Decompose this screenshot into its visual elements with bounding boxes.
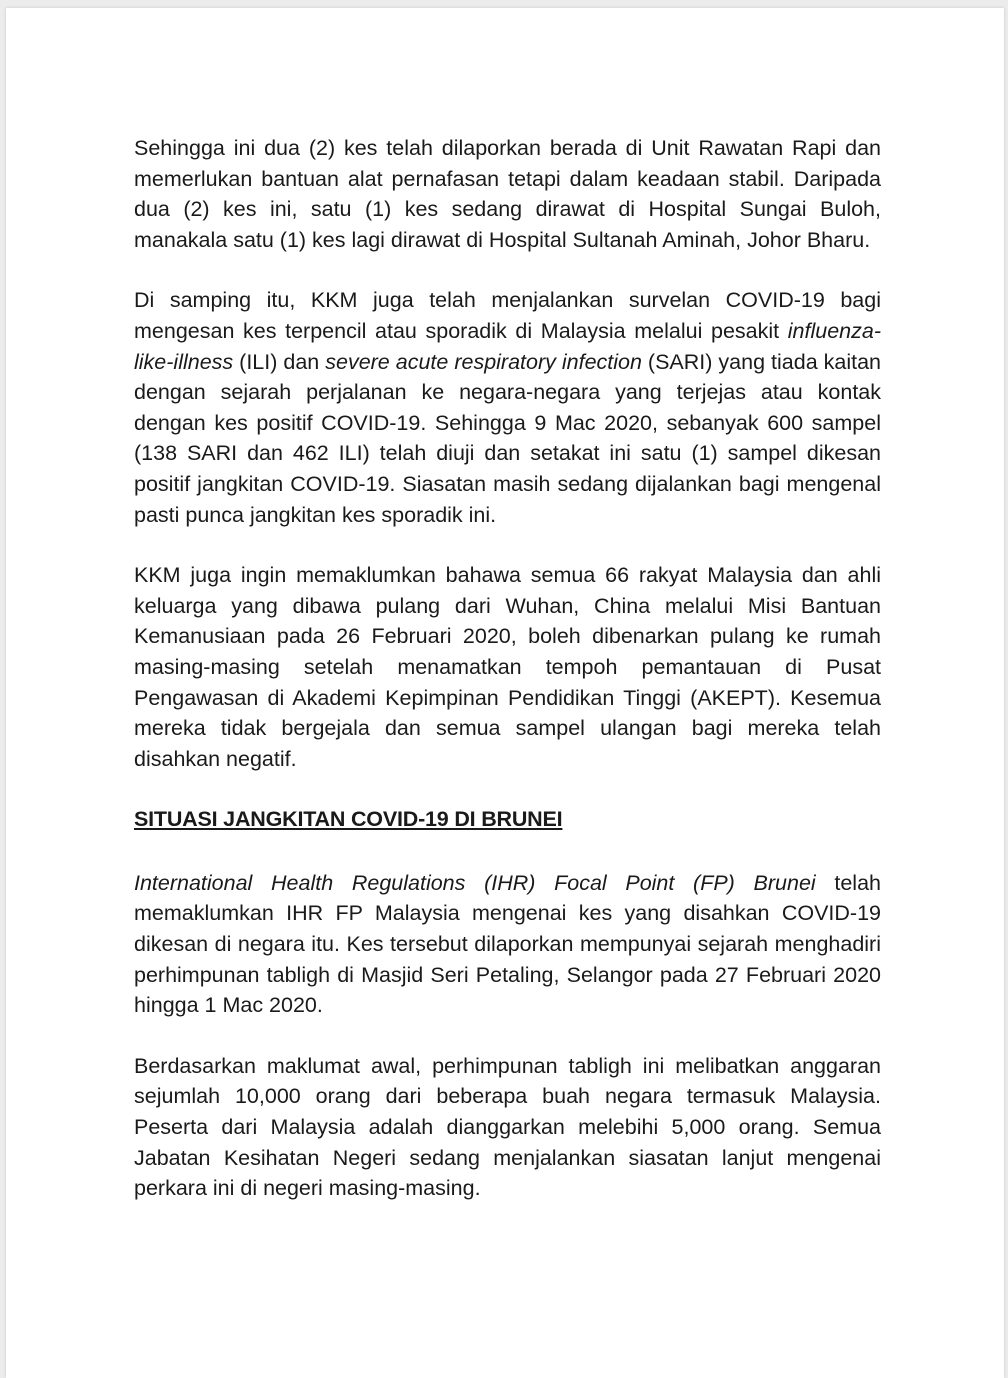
brunei-ihr-focal-point: International Health Regulations (IHR) Focal Point (FP) Brunei (134, 870, 816, 895)
paragraph-brunei-case (134, 868, 881, 1021)
surveillance-text-3: (SARI) yang tiada kaitan dengan sejarah perjalanan ke negara-negara yang terjejas atau kontak dengan kes positif COVID-19. Sehingga 9 Mac 2020, sebanyak 600 sampel (138 SARI dan 462 ILI) telah diuji dan setakat ini satu (1) sampel dikesan positif jangkitan COVID-19. Siasatan masih sedang dijalankan bagi mengenal pasti punca jangkitan kes sporadik ini. (134, 349, 882, 527)
document-body (134, 133, 881, 1234)
paragraph-surveillance (134, 285, 881, 530)
surveillance-text-2: (ILI) dan (233, 349, 326, 374)
paragraph-icu-cases: Sehingga ini dua (2) kes telah dilaporkan berada di Unit Rawatan Rapi dan memerlukan bantuan alat pernafasan tetapi dalam keadaan stabil. Daripada dua (2) kes ini, satu (1) kes sedang dirawat di Hospital Sungai Buloh, manakala satu (1) kes lagi dirawat di Hospital Sultanah Aminah, Johor Bharu. (134, 136, 881, 252)
surveillance-text-1: Di samping itu, KKM juga telah menjalankan survelan COVID-19 bagi mengesan kes terpencil atau sporadik di Malaysia melalui pesakit (134, 288, 881, 343)
paragraph-wuhan-evacuees: KKM juga ingin memaklumkan bahawa semua 66 rakyat Malaysia dan ahli keluarga yang dibawa pulang dari Wuhan, China melalui Misi Bantuan Kemanusiaan pada 26 Februari 2020, boleh dibenarkan pulang ke rumah masing-masing setelah menamatkan tempoh pemantauan di Pusat Pengawasan di Akademi Kepimpinan Pendidikan Tinggi (AKEPT). Kesemua mereka tidak bergejala dan semua sampel ulangan bagi mereka telah disahkan negatif. (134, 563, 881, 771)
paragraph-tabligh-gathering: Berdasarkan maklumat awal, perhimpunan tabligh ini melibatkan anggaran sejumlah 10,000 orang dari beberapa buah negara termasuk Malaysia. Peserta dari Malaysia adalah dianggarkan melebihi 5,000 orang. Semua Jabatan Kesihatan Negeri sedang menjalankan siasatan lanjut mengenai perkara ini di negeri masing-masing. (134, 1053, 881, 1201)
surveillance-term-sari: severe acute respiratory infection (325, 349, 642, 374)
brunei-case-text: telah memaklumkan IHR FP Malaysia mengenai kes yang disahkan COVID-19 dikesan di negara itu. Kes tersebut dilaporkan mempunyai sejarah menghadiri perhimpunan tabligh di Masjid Seri Petaling, Selangor pada 27 Februari 2020 hingga 1 Mac 2020. (134, 870, 881, 1018)
surveillance-term-ili: influenza-like-illness (134, 318, 881, 374)
document-page (6, 8, 1004, 1378)
section-heading-brunei: SITUASI JANGKITAN COVID-19 DI BRUNEI (134, 807, 563, 832)
